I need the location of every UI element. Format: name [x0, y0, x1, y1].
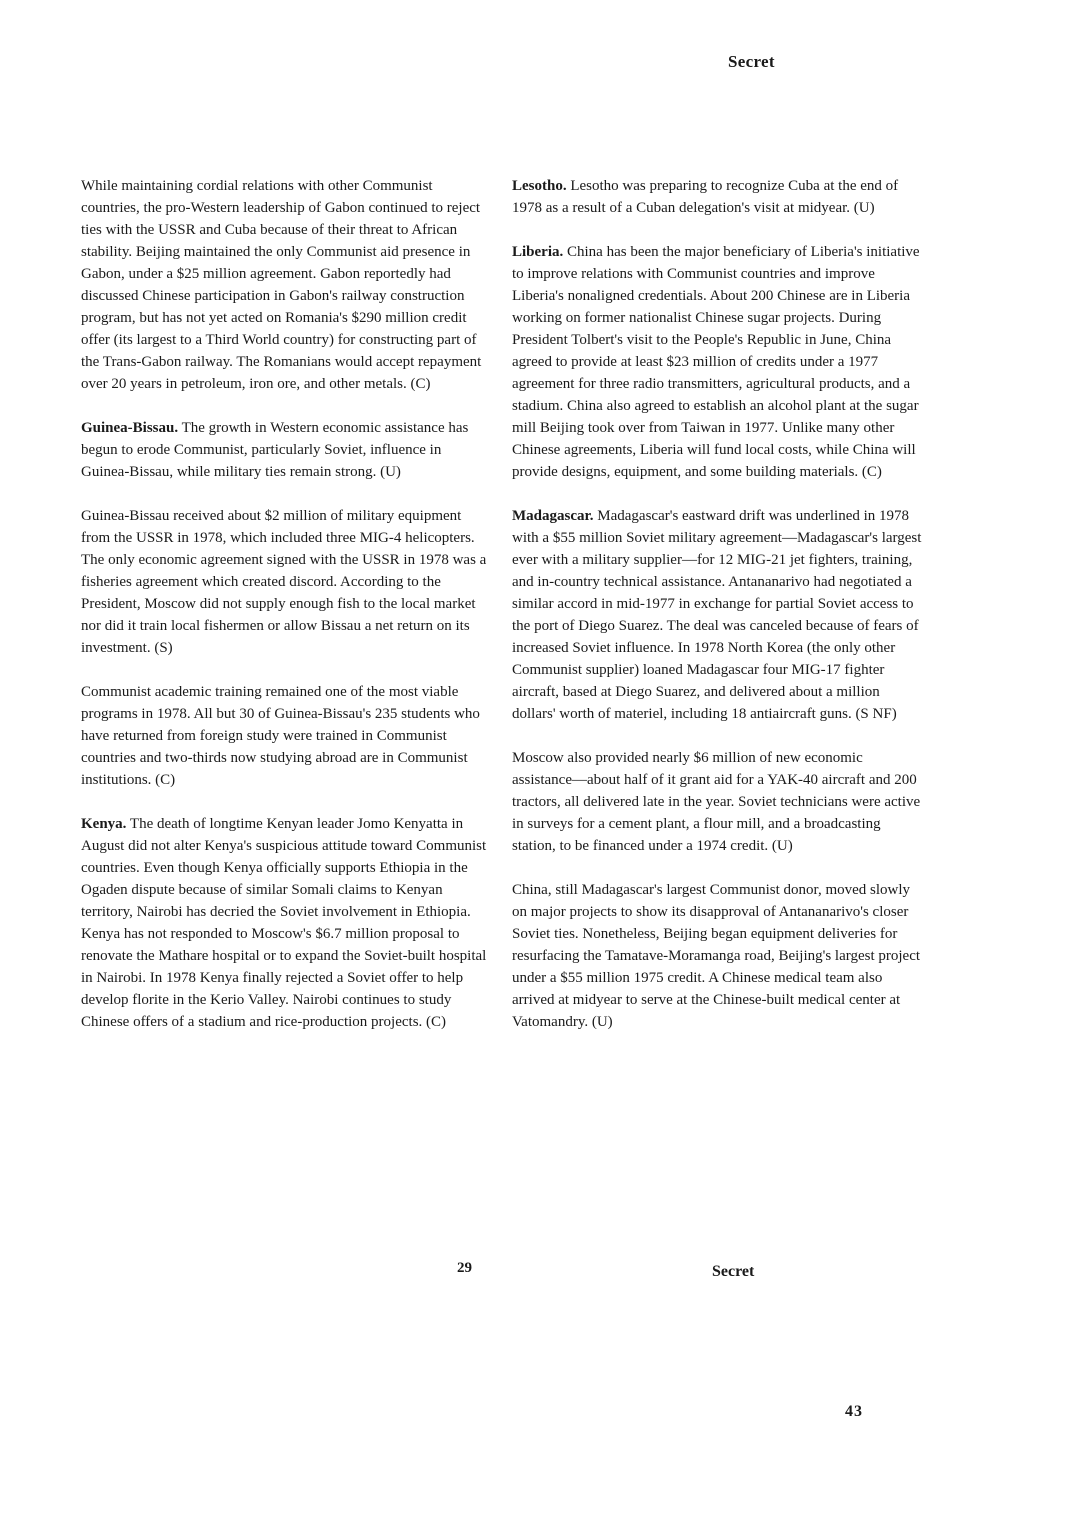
paragraph-guinea-bissau: [81, 417, 493, 483]
footer-classification: Secret: [712, 1263, 755, 1280]
paragraph-text: Communist academic training remained one of the most viable programs in 1978. All but 30 of Guinea-Bissau's 235 students who have returned from foreign study were trained in Communist countries and two-thirds now studying abroad are in Communist institutions. (C): [81, 684, 480, 788]
section-heading-madagascar: Madagascar.: [512, 508, 594, 524]
paragraph-text: Madagascar's eastward drift was underlined in 1978 with a $55 million Soviet military agreement—Madagascar's largest ever with a military supplier—for 12 MIG-21 jet fighters, training, and in-country technical assistance. Antananarivo had negotiated a similar accord in mid-1977 in exchange for partial Soviet access to the port of Diego Suarez. The deal was canceled because of fears of increased Soviet influence. In 1978 North Korea (the only other Communist supplier) loaned Madagascar four MIG-17 fighter aircraft, based at Diego Suarez, and delivered about a million dollars' worth of materiel, including 18 antiaircraft guns. (S NF): [512, 508, 922, 722]
section-heading-guinea-bissau: Guinea-Bissau.: [81, 420, 179, 436]
paragraph-text: China has been the major beneficiary of Liberia's initiative to improve relations with Communist countries and improve Liberia's nonaligned credentials. About 200 Chinese are in Liberia working on former nationalist Chinese sugar projects. During President Tolbert's visit to the People's Republic in June, China agreed to provide at least $23 million of credits under a 1977 agreement for three radio transmitters, agricultural products, and a stadium. China also agreed to establish an alcohol plant at the sugar mill Beijing took over from Taiwan in 1977. Unlike many other Chinese agreements, Liberia will fund local costs, while China will provide designs, equipment, and some building materials. (C): [512, 244, 920, 480]
paragraph-text: Moscow also provided nearly $6 million of new economic assistance—about half of it grant aid for a YAK-40 aircraft and 200 tractors, all delivered late in the year. Soviet technicians were active in surveys for a cement plant, a flour mill, and a broadcasting station, to be financed under a 1974 credit. (U): [512, 750, 921, 854]
paragraph-lesotho: [512, 175, 922, 219]
paragraph-liberia: [512, 241, 922, 483]
section-heading-kenya: Kenya.: [81, 816, 127, 832]
paragraph-text: China, still Madagascar's largest Communist donor, moved slowly on major projects to show its disapproval of Antananarivo's closer Soviet ties. Nonetheless, Beijing began equipment deliveries for resurfacing the Tamatave-Moramanga road, Beijing's largest project under a $55 million 1975 credit. A Chinese medical team also arrived at midyear to serve at the Chinese-built medical center at Vatomandry. (U): [512, 882, 921, 1030]
paragraph-text: The growth in Western economic assistance has begun to erode Communist, particularly Soviet, influence in Guinea-Bissau, while military ties remain strong. (U): [81, 420, 469, 480]
paragraph-madagascar-economic: [512, 747, 922, 857]
paragraph-guinea-bissau-training: [81, 681, 493, 791]
page-number: 29: [457, 1260, 472, 1276]
header-classification: Secret: [728, 52, 775, 71]
section-heading-liberia: Liberia.: [512, 244, 564, 260]
paragraph-madagascar-china: [512, 879, 922, 1033]
paragraph-text: Guinea-Bissau received about $2 million of military equipment from the USSR in 1978, which included three MIG-4 helicopters. The only economic agreement signed with the USSR in 1978 was a fisheries agreement which created discord. According to the President, Moscow did not supply enough fish to the local market nor did it train local fishermen or allow Bissau a net return on its investment. (S): [81, 508, 487, 656]
paragraph-guinea-bissau-military: [81, 505, 493, 659]
right-column: [512, 175, 922, 1055]
section-heading-lesotho: Lesotho.: [512, 178, 567, 194]
paragraph-text: Lesotho was preparing to recognize Cuba at the end of 1978 as a result of a Cuban delegation's visit at midyear. (U): [512, 178, 899, 216]
left-column: [81, 175, 493, 1055]
paragraph-text: The death of longtime Kenyan leader Jomo Kenyatta in August did not alter Kenya's suspicious attitude toward Communist countries. Even though Kenya officially supports Ethiopia in the Ogaden dispute because of similar Somali claims to Kenyan territory, Nairobi has decried the Soviet involvement in Ethiopia. Kenya has not responded to Moscow's $6.7 million proposal to renovate the Mathare hospital or to expand the Soviet-built hospital in Nairobi. In 1978 Kenya finally rejected a Soviet offer to help develop florite in the Kerio Valley. Nairobi continues to study Chinese offers of a stadium and rice-production projects. (C): [81, 816, 487, 1030]
paragraph-text: While maintaining cordial relations with other Communist countries, the pro-Western leadership of Gabon continued to reject ties with the USSR and Cuba because of their threat to African stability. Beijing maintained the only Communist aid presence in Gabon, under a $25 million agreement. Gabon reportedly had discussed Chinese participation in Gabon's railway construction program, but has not yet acted on Romania's $290 million credit offer (its largest to a Third World country) for constructing part of the Trans-Gabon railway. The Romanians would accept repayment over 20 years in petroleum, iron ore, and other metals. (C): [81, 178, 482, 392]
paragraph-gabon: [81, 175, 493, 395]
paragraph-kenya: [81, 813, 493, 1033]
paragraph-madagascar: [512, 505, 922, 725]
sequence-number: 43: [845, 1403, 863, 1420]
